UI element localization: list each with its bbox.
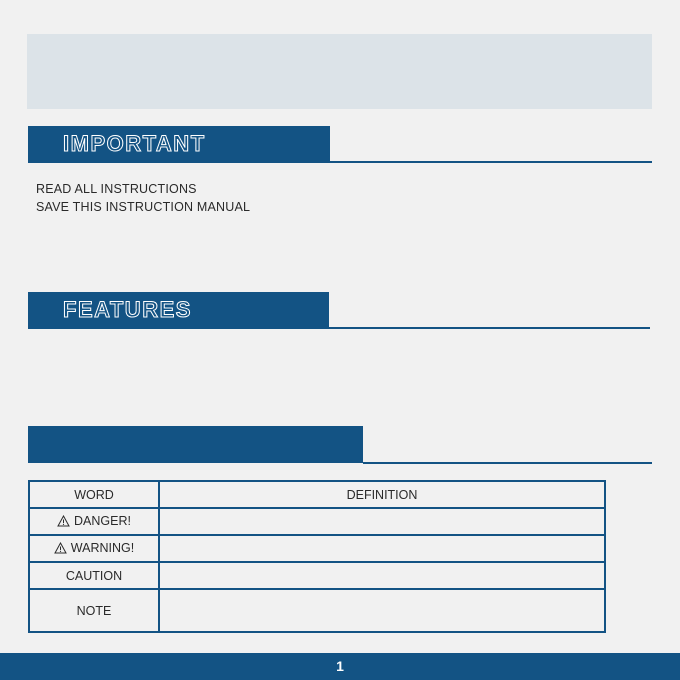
warning-word: WARNING!	[70, 540, 135, 555]
danger-word-cell	[29, 508, 159, 535]
caution-definition	[159, 562, 605, 589]
word-column-header: WORD	[29, 481, 159, 508]
signal-words-rule	[363, 462, 652, 464]
definition-column-header: DEFINITION	[159, 481, 605, 508]
important-rule	[330, 161, 652, 163]
table-row	[29, 589, 605, 632]
table-row	[29, 508, 605, 535]
note-word: NOTE	[29, 589, 159, 632]
table-row	[29, 562, 605, 589]
page-number: 1	[336, 658, 344, 674]
caution-word: CAUTION	[29, 562, 159, 589]
signal-words-table	[28, 480, 606, 633]
note-definition	[159, 589, 605, 632]
warning-triangle-icon	[54, 542, 67, 557]
important-heading: IMPORTANT	[63, 131, 206, 156]
features-heading: FEATURES	[63, 297, 192, 322]
table-header-row	[29, 481, 605, 508]
signal-words-heading-bar	[28, 426, 363, 463]
warning-triangle-icon	[57, 515, 70, 530]
danger-definition	[159, 508, 605, 535]
important-heading-bar	[28, 126, 330, 163]
table-row	[29, 535, 605, 562]
warning-definition	[159, 535, 605, 562]
warning-word-cell	[29, 535, 159, 562]
save-manual-text: SAVE THIS INSTRUCTION MANUAL	[36, 200, 251, 214]
read-instructions-text: READ ALL INSTRUCTIONS	[36, 182, 197, 196]
features-rule	[329, 327, 650, 329]
header-band	[27, 34, 652, 109]
features-heading-bar	[28, 292, 329, 329]
danger-word: DANGER!	[74, 513, 131, 528]
footer-bar	[0, 653, 680, 680]
